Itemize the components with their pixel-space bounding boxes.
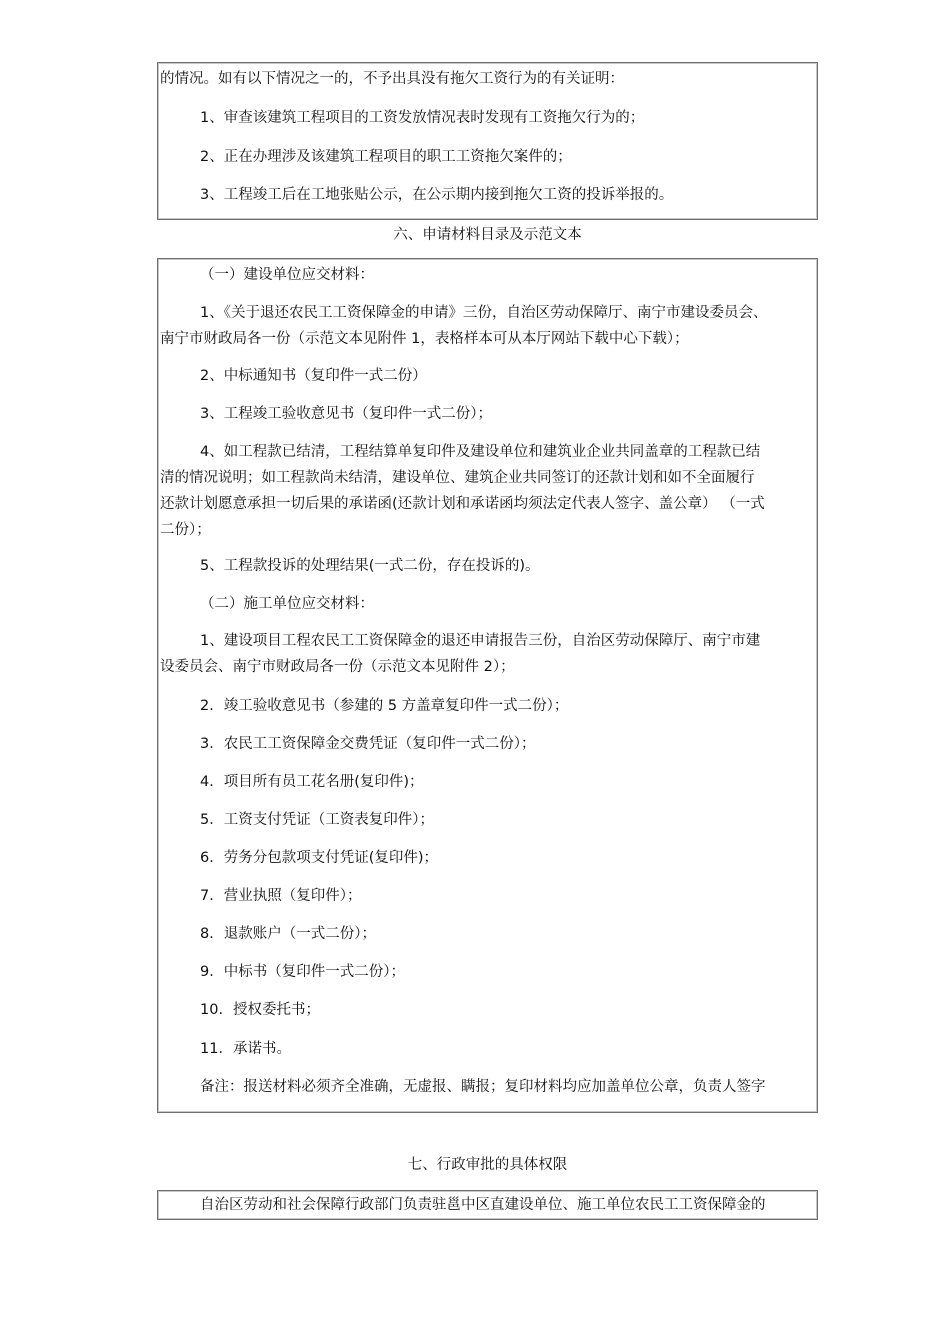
list-item: 2、正在办理涉及该建筑工程项目的职工工资拖欠案件的； (200, 149, 572, 165)
list-item-continuation: 南宁市财政局各一份（示范文本见附件 1，表格样本可从本厅网站下载中心下载）； (160, 331, 689, 347)
list-item: 3、工程竣工验收意见书（复印件一式二份）； (200, 406, 492, 422)
paragraph-line: 的情况。如有以下情况之一的，不予出具没有拖欠工资行为的有关证明： (160, 71, 624, 87)
text-box-conditions (157, 62, 818, 220)
list-item: 5．工资支付凭证（工资表复印件）； (200, 812, 434, 828)
section-heading-6: 六、申请材料目录及示范文本 (393, 227, 582, 243)
remark-note: 备注：报送材料必须齐全准确，无虚报、瞒报；复印材料均应加盖单位公章，负责人签字 (200, 1079, 766, 1095)
list-item: 7．营业执照（复印件）； (200, 888, 362, 904)
list-item: 4、如工程款已结清，工程结算单复印件及建设单位和建筑业企业共同盖章的工程款已结 (200, 444, 761, 460)
list-item-continuation: 清的情况说明；如工程款尚未结清，建设单位、建筑企业共同签订的还款计划和如不全面履行 (160, 470, 755, 486)
list-item: 11．承诺书。 (200, 1041, 291, 1057)
list-item: 9．中标书（复印件一式二份）； (200, 964, 405, 980)
list-item: 4．项目所有员工花名册(复印件)； (200, 774, 424, 790)
paragraph-line: 自治区劳动和社会保障行政部门负责驻邕中区直建设单位、施工单位农民工工资保障金的 (200, 1197, 766, 1213)
section-heading-7: 七、行政审批的具体权限 (407, 1157, 568, 1173)
list-item: 10．授权委托书； (200, 1002, 320, 1018)
list-item: 6．劳务分包款项支付凭证(复印件)； (200, 850, 439, 866)
list-item-continuation: 设委员会、南宁市财政局各一份（示范文本见附件 2）； (160, 659, 515, 675)
list-item: 1、审查该建筑工程项目的工资发放情况表时发现有工资拖欠行为的； (200, 110, 645, 126)
list-item: 1、《关于退还农民工工资保障金的申请》三份，自治区劳动保障厅、南宁市建设委员会、 (200, 305, 768, 321)
list-item: 2．竣工验收意见书（参建的 5 方盖章复印件一式二份）； (200, 698, 569, 714)
text-box-materials (157, 258, 818, 1113)
list-item: 3．农民工工资保障金交费凭证（复印件一式二份）； (200, 736, 536, 752)
list-item: 3、工程竣工后在工地张贴公示，在公示期内接到拖欠工资的投诉举报的。 (200, 187, 674, 203)
list-item-continuation: 二份）； (160, 522, 211, 538)
text-box-authority (157, 1190, 818, 1220)
subheading: （二）施工单位应交材料： (200, 596, 374, 612)
subheading: （一）建设单位应交材料： (200, 267, 374, 283)
list-item: 1、建设项目工程农民工工资保障金的退还申请报告三份，自治区劳动保障厅、南宁市建 (200, 633, 761, 649)
list-item: 5、工程款投诉的处理结果(一式二份，存在投诉的)。 (200, 558, 540, 574)
list-item: 8．退款账户（一式二份）； (200, 926, 376, 942)
list-item-continuation: 还款计划愿意承担一切后果的承诺函(还款计划和承诺函均须法定代表人签字、盖公章） （一式 (160, 496, 765, 512)
list-item: 2、中标通知书（复印件一式二份） (200, 368, 427, 384)
